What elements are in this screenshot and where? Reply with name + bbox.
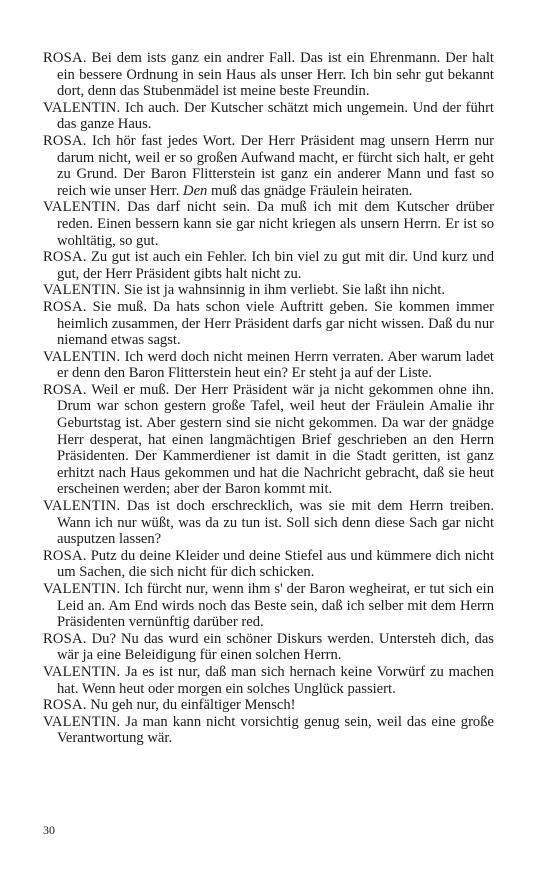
speech-valentin-8 — [43, 714, 494, 747]
speech-valentin-7 — [43, 664, 494, 697]
speech-text: Ich hör fast jedes Wort. Der Herr Präsident mag unsern Herrn nur darum nicht, weil er so großen Aufwand macht, er fürcht sich halt, er geht zu Grund. Der Baron Flitterstein ist ganz ein anderer Mann und fast so reich wie unser Herr. — [57, 132, 494, 199]
speech-text: Ich fürcht nur, wenn ihm s' der Baron wegheirat, er tut sich ein Leid an. Am End wirds noch das Beste sein, daß ich selber mit dem Herrn Präsidenten vernünftig darüber red. — [57, 581, 494, 631]
speaker-name: ROSA. — [43, 697, 87, 714]
speech-text: Ja man kann nicht vorsichtig genug sein, weil das eine große Verantwortung wär. — [57, 713, 495, 747]
speech-text: Du? Nu das wurd ein schöner Diskurs werden. Untersteh dich, das wär ja eine Beleidigung für einen solchen Herrn. — [57, 630, 494, 664]
speech-text: Bei dem ists ganz ein andrer Fall. Das ist ein Ehrenmann. Der halt ein bessere Ordnung in sein Haus als unser Herr. Ich bin sehr gut bekannt dort, denn das Stubenmädel ist meine beste Freundin. — [57, 50, 494, 100]
speech-valentin-1 — [43, 100, 494, 133]
speaker-name: VALENTIN. — [43, 498, 121, 515]
speech-rosa-1 — [43, 50, 494, 100]
speech-rosa-2 — [43, 133, 494, 199]
speech-rosa-5 — [43, 382, 494, 498]
speech-rosa-8 — [43, 697, 494, 714]
speaker-name: ROSA. — [43, 630, 87, 647]
speech-text: Sie muß. Da hats schon viele Auftritt geben. Sie kommen immer heimlich zusammen, der Herr Präsident darfs gar nicht wissen. Daß du nur niemand etwas sagst. — [57, 298, 494, 349]
speaker-name: ROSA. — [43, 547, 87, 564]
speech-valentin-5 — [43, 498, 494, 548]
speaker-name: ROSA. — [43, 50, 87, 66]
speaker-name: VALENTIN. — [43, 199, 121, 216]
speech-text: muß das gnädge Fräulein heiraten. — [207, 182, 413, 199]
speech-text: Sie ist ja wahnsinnig in ihm verliebt. Sie laßt ihn nicht. — [123, 282, 446, 299]
speaker-name: VALENTIN. — [43, 713, 121, 730]
speech-rosa-4 — [43, 299, 494, 349]
speech-text: Ja es ist nur, daß man sich hernach keine Vorwürf zu machen hat. Wenn heut oder morgen ein solches Unglück passiert. — [57, 663, 494, 697]
speech-text: Weil er muß. Der Herr Präsident wär ja nicht gekommen ohne ihn. Drum war schon gestern große Tafel, weil heut der Fräulein Amalie ihr Geburtstag ist. Aber gestern sind sie nicht gekommen. Da war der gnädge Herr desperat, hat einen langmächtigen Brief geschrieben an den Herrn Präsidenten. Der Kammerdiener ist damit in die Stadt geritten, ist ganz erhitzt nach Haus gekommen und hat die Nachricht gebracht, daß sie heut erscheinen werden; aber der Baron kommt mit. — [57, 381, 494, 498]
speech-valentin-3 — [43, 282, 494, 299]
speech-text: Zu gut ist auch ein Fehler. Ich bin viel zu gut mit dir. Und kurz und gut, der Herr Präsident gibts halt nicht zu. — [57, 249, 494, 282]
speech-text: Nu geh nur, du einfältiger Mensch! — [90, 697, 296, 714]
speaker-name: ROSA. — [43, 249, 87, 266]
speech-rosa-6 — [43, 548, 494, 581]
speaker-name: VALENTIN. — [43, 99, 121, 116]
speech-rosa-7 — [43, 631, 494, 664]
speech-valentin-4 — [43, 349, 494, 382]
speech-text: Putz du deine Kleider und deine Stiefel aus und kümmere dich nicht um Sachen, die sich nicht für dich schicken. — [57, 547, 494, 581]
speech-valentin-6 — [43, 581, 494, 631]
page-number: 30 — [43, 823, 55, 837]
speech-text: Ich auch. Der Kutscher schätzt mich ungemein. Und der führt das ganze Haus. — [57, 99, 494, 133]
speech-rosa-3 — [43, 249, 494, 282]
dialogue-text — [43, 50, 494, 747]
speaker-name: ROSA. — [43, 298, 87, 315]
speech-valentin-2 — [43, 199, 494, 249]
speaker-name: VALENTIN. — [43, 581, 121, 597]
speech-text: Das darf nicht sein. Da muß ich mit dem Kutscher drüber reden. Einen bessern kann sie gar nicht kriegen als unsern Herrn. Er ist so wohltätig, so gut. — [57, 199, 494, 249]
speaker-name: ROSA. — [43, 381, 87, 398]
speech-text: Ich werd doch nicht meinen Herrn verraten. Aber warum ladet er denn den Baron Flitterstein heut ein? Er steht ja auf der Liste. — [57, 348, 494, 382]
speech-text: Das ist doch erschrecklich, was sie mit dem Herrn treiben. Wann ich nur wüßt, was da zu tun ist. Soll sich denn diese Sach gar nicht ausputzen lassen? — [57, 498, 494, 548]
speaker-name: VALENTIN. — [43, 282, 121, 299]
speaker-name: ROSA. — [43, 132, 87, 149]
speaker-name: VALENTIN. — [43, 348, 121, 365]
emphasized-word: Den — [183, 182, 208, 199]
speaker-name: VALENTIN. — [43, 663, 121, 680]
